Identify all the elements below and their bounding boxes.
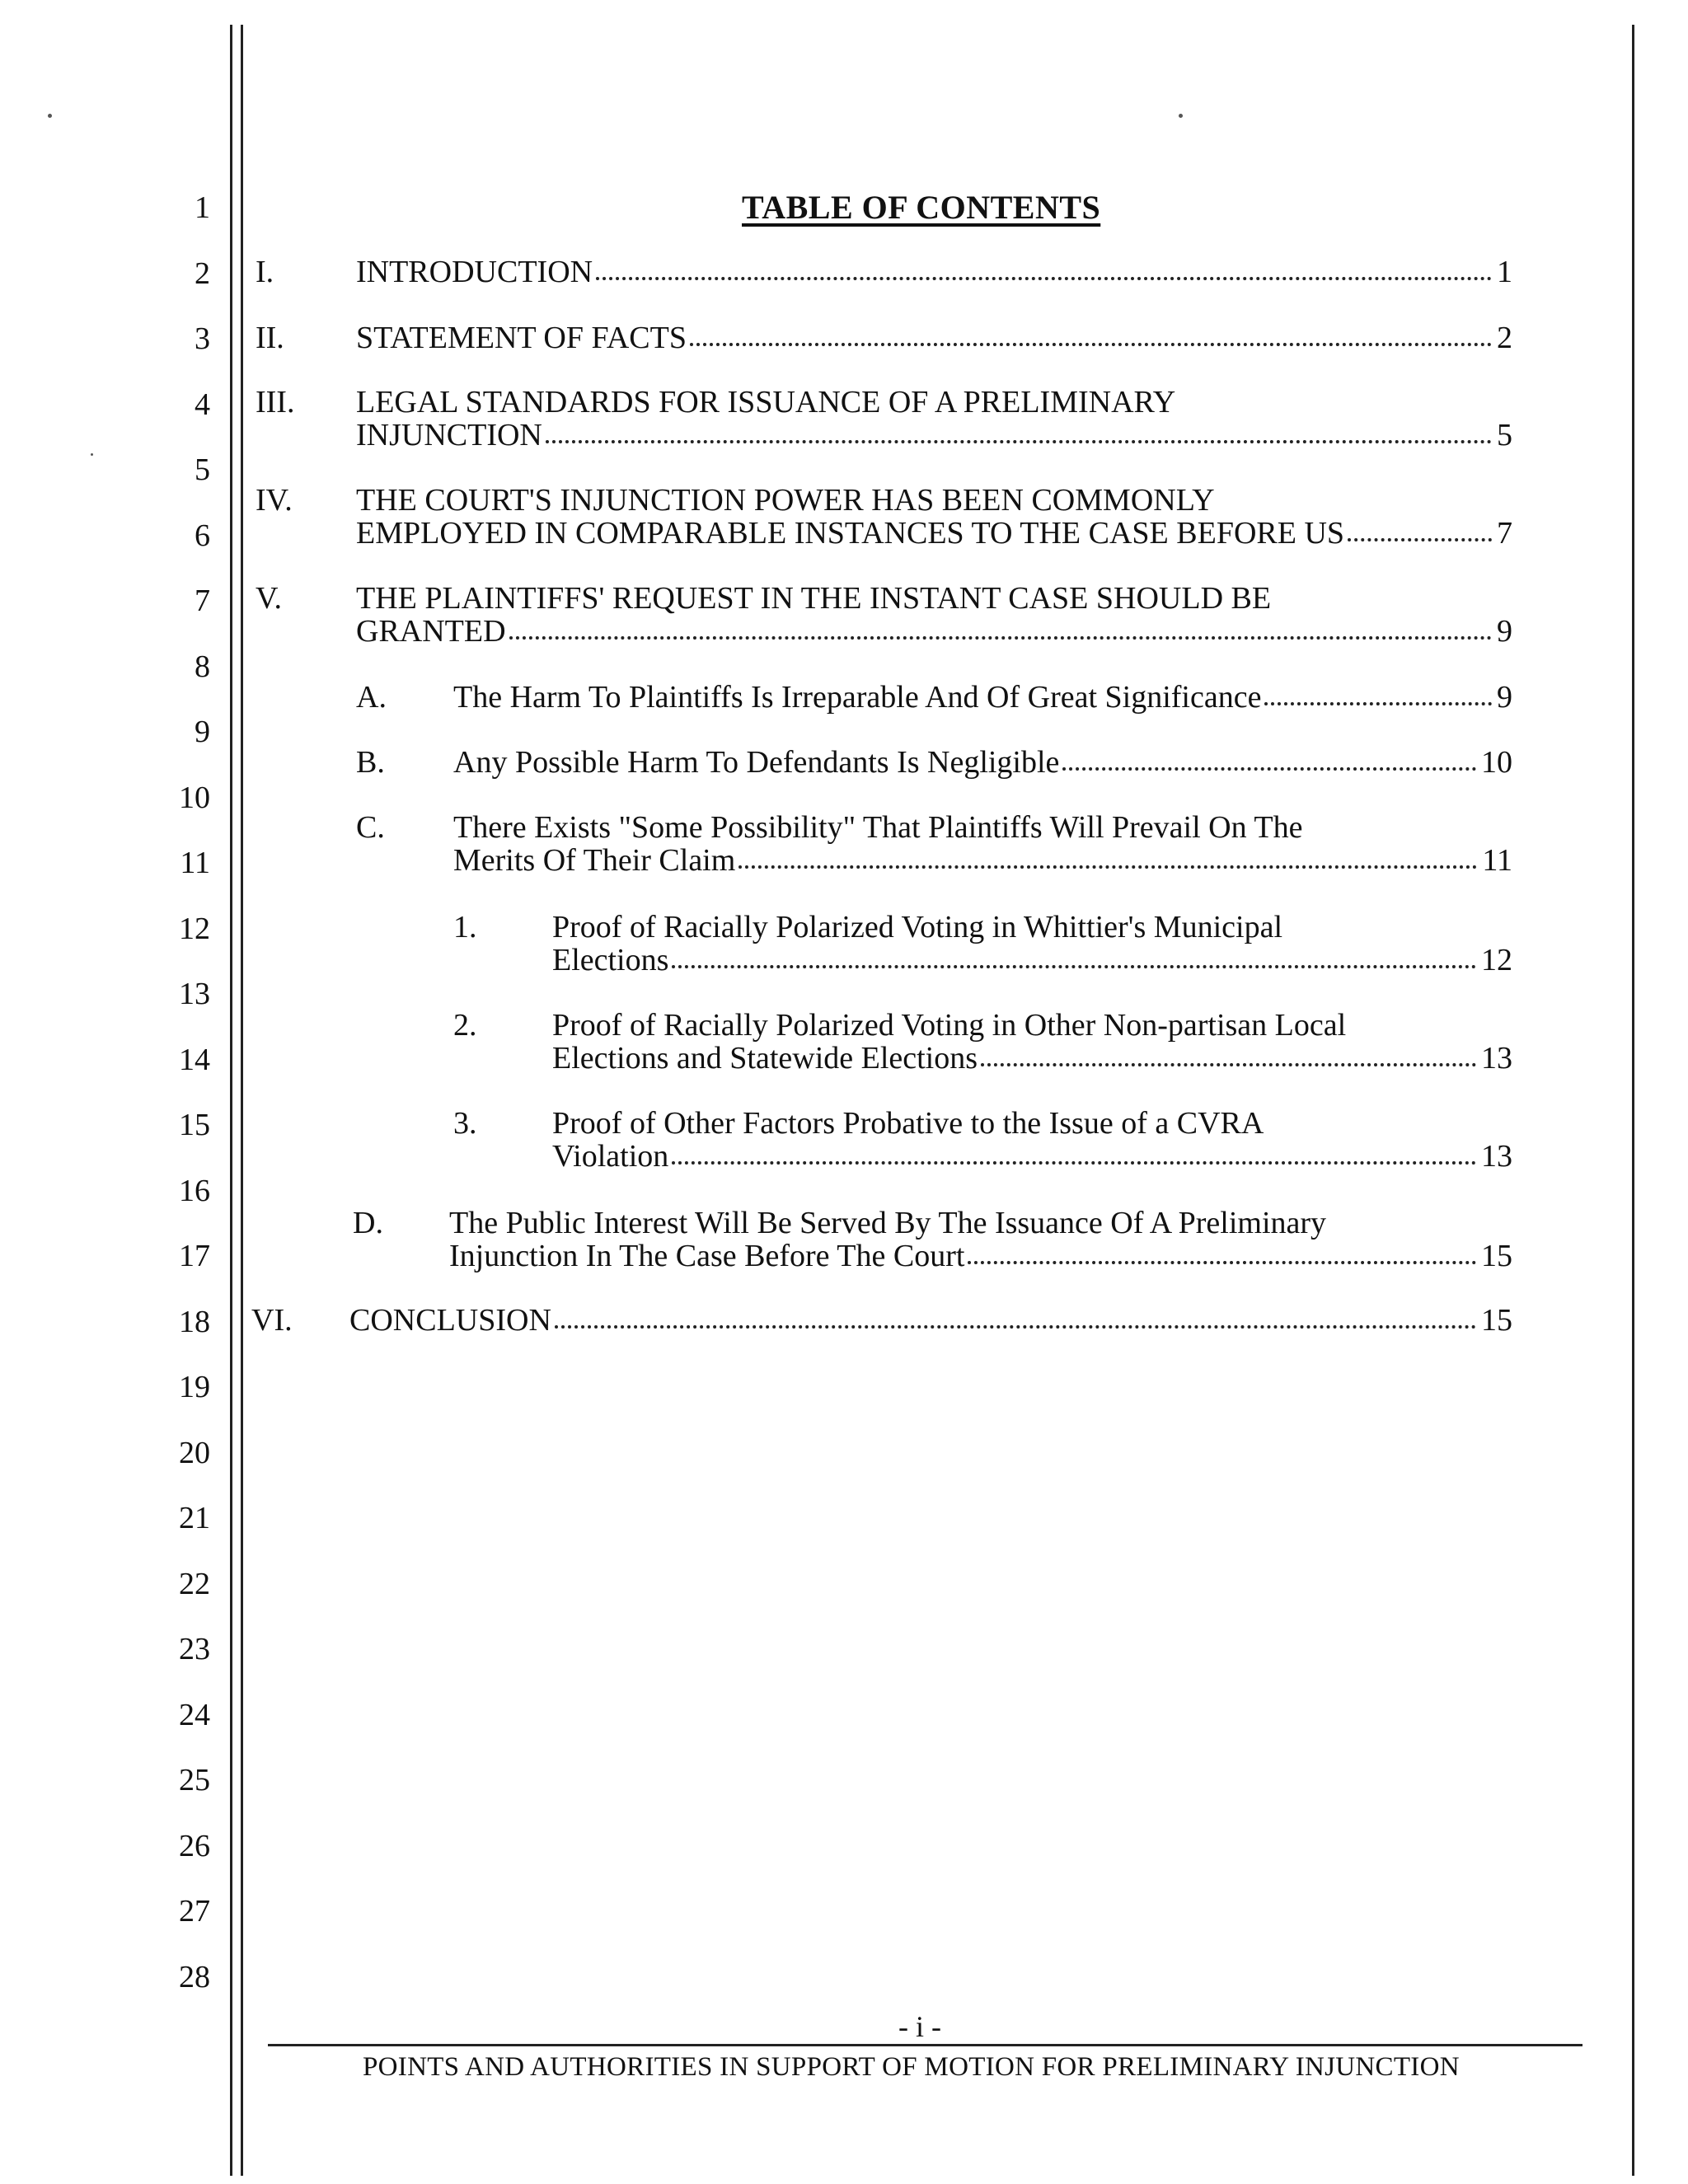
- toc-entry-heading: GRANTED: [356, 614, 506, 649]
- toc-entry-heading-line: LEGAL STANDARDS FOR ISSUANCE OF A PRELIMINARY: [356, 385, 1176, 419]
- toc-entry-heading: Violation: [552, 1139, 669, 1174]
- line-number: 28: [179, 1959, 210, 1994]
- line-number: 14: [179, 1042, 210, 1077]
- right-margin-rule: [1632, 25, 1634, 2176]
- line-number: 18: [179, 1304, 210, 1339]
- line-number: 24: [179, 1697, 210, 1732]
- toc-entry-heading: Merits Of Their Claim: [453, 843, 736, 878]
- toc-page-number: 5: [1497, 418, 1512, 452]
- toc-page-number: 1: [1497, 255, 1512, 289]
- toc-entry-heading: STATEMENT OF FACTS: [356, 321, 687, 355]
- toc-page-number: 2: [1497, 321, 1512, 355]
- toc-page-number: 7: [1497, 516, 1512, 551]
- dot-leader: [1062, 767, 1476, 771]
- line-number: 22: [179, 1566, 210, 1601]
- dot-leader: [555, 1325, 1476, 1329]
- toc-entry-heading: Elections and Statewide Elections: [552, 1041, 978, 1076]
- toc-entry-number: 3.: [453, 1106, 477, 1141]
- toc-page-number: 9: [1497, 614, 1512, 649]
- line-number: 2: [195, 255, 210, 291]
- dot-leader: [672, 965, 1476, 968]
- scan-speck: [48, 114, 52, 118]
- line-number: 10: [179, 780, 210, 815]
- toc-page-number: 13: [1481, 1041, 1512, 1076]
- toc-entry-number: III.: [256, 385, 295, 419]
- dot-leader: [690, 343, 1492, 346]
- left-margin-rule: [241, 25, 243, 2176]
- line-number: 17: [179, 1239, 210, 1273]
- line-number: 25: [179, 1763, 210, 1797]
- toc-entry-heading-line: THE PLAINTIFFS' REQUEST IN THE INSTANT CASE SHOULD BE: [356, 581, 1272, 616]
- dot-leader: [509, 636, 1492, 640]
- footer-rule: [268, 2044, 1582, 2046]
- toc-entry-heading: Any Possible Harm To Defendants Is Negligible: [453, 745, 1060, 780]
- toc-page-number: 13: [1481, 1139, 1512, 1174]
- dot-leader: [1348, 538, 1492, 541]
- toc-entry-heading: EMPLOYED IN COMPARABLE INSTANCES TO THE CASE BEFORE US: [356, 516, 1345, 551]
- dot-leader: [738, 865, 1477, 869]
- left-margin-rule: [230, 25, 232, 2176]
- line-number: 8: [195, 649, 210, 684]
- toc-page-number: 10: [1481, 745, 1512, 780]
- scan-speck: [91, 453, 93, 456]
- line-number: 1: [195, 190, 210, 225]
- line-number: 6: [195, 518, 210, 553]
- toc-entry-heading-line: Proof of Other Factors Probative to the Issue of a CVRA: [552, 1106, 1264, 1141]
- toc-entry-heading: INTRODUCTION: [356, 255, 593, 289]
- line-number: 11: [180, 846, 210, 880]
- toc-entry-heading-line: The Public Interest Will Be Served By The Issuance Of A Preliminary: [449, 1206, 1327, 1240]
- toc-entry-heading: Injunction In The Case Before The Court: [449, 1239, 965, 1273]
- line-number: 9: [195, 715, 210, 749]
- toc-entry-number: A.: [356, 680, 387, 715]
- line-number: 12: [179, 911, 210, 946]
- line-number: 3: [195, 321, 210, 356]
- line-number: 20: [179, 1435, 210, 1470]
- toc-page-number: 15: [1481, 1239, 1512, 1273]
- toc-entry-number: V.: [256, 581, 283, 616]
- line-number: 15: [179, 1108, 210, 1142]
- dot-leader: [672, 1161, 1476, 1165]
- toc-entry-heading: CONCLUSION: [349, 1303, 551, 1338]
- line-number: 19: [179, 1370, 210, 1404]
- toc-entry-number: IV.: [256, 483, 293, 518]
- toc-entry-heading-line: THE COURT'S INJUNCTION POWER HAS BEEN COMMONLY: [356, 483, 1215, 518]
- line-number: 23: [179, 1632, 210, 1666]
- toc-page-number: 11: [1482, 843, 1512, 878]
- toc-page-number: 15: [1481, 1303, 1512, 1338]
- toc-entry-number: B.: [356, 745, 385, 780]
- toc-page-number: 9: [1497, 680, 1512, 715]
- dot-leader: [1264, 702, 1492, 705]
- dot-leader: [968, 1261, 1476, 1264]
- page-title: TABLE OF CONTENTS: [742, 189, 1101, 226]
- toc-entry-number: C.: [356, 810, 385, 845]
- toc-entry-number: 1.: [453, 910, 477, 944]
- toc-page-number: 12: [1481, 943, 1512, 977]
- toc-entry-number: 2.: [453, 1008, 477, 1043]
- toc-entry-heading: Elections: [552, 943, 669, 977]
- line-number: 4: [195, 387, 210, 422]
- line-number: 7: [195, 583, 210, 618]
- line-number: 16: [179, 1173, 210, 1208]
- dot-leader: [981, 1063, 1476, 1066]
- footer-caption: POINTS AND AUTHORITIES IN SUPPORT OF MOTION FOR PRELIMINARY INJUNCTION: [363, 2052, 1460, 2082]
- page-number: - i -: [898, 2010, 941, 2043]
- line-number: 26: [179, 1828, 210, 1863]
- dot-leader: [596, 277, 1492, 280]
- line-number: 13: [179, 977, 210, 1011]
- toc-entry-heading: INJUNCTION: [356, 418, 542, 452]
- toc-entry-number: VI.: [251, 1303, 293, 1338]
- toc-entry-number: I.: [256, 255, 274, 289]
- toc-entry-heading-line: Proof of Racially Polarized Voting in Whittier's Municipal: [552, 910, 1283, 944]
- toc-entry-heading-line: Proof of Racially Polarized Voting in Other Non-partisan Local: [552, 1008, 1347, 1043]
- toc-entry-heading: The Harm To Plaintiffs Is Irreparable And Of Great Significance: [453, 680, 1262, 715]
- scan-speck: [1179, 114, 1183, 118]
- dot-leader: [546, 440, 1492, 443]
- line-number: 5: [195, 452, 210, 487]
- line-number: 27: [179, 1894, 210, 1929]
- toc-entry-number: D.: [353, 1206, 383, 1240]
- toc-entry-heading-line: There Exists "Some Possibility" That Plaintiffs Will Prevail On The: [453, 810, 1303, 845]
- toc-entry-number: II.: [256, 321, 284, 355]
- line-number: 21: [179, 1501, 210, 1535]
